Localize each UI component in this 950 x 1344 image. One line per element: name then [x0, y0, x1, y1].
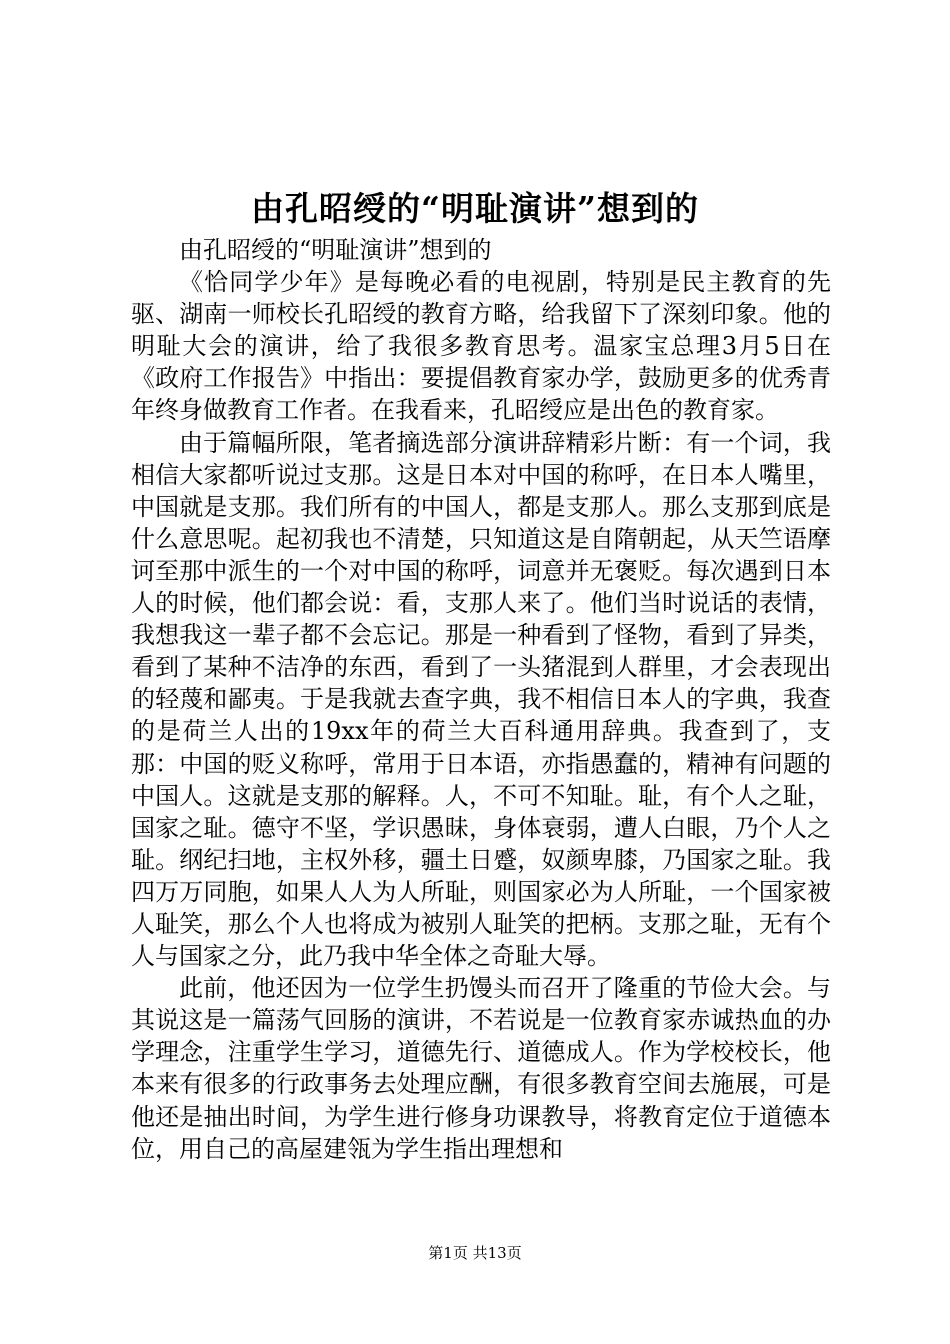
paragraph-speech-excerpt: 由于篇幅所限，笔者摘选部分演讲辞精彩片断：有一个词，我相信大家都听说过支那。这是日本对中国的称呼，在日本人嘴里，中国就是支那。我们所有的中国人，都是支那人。那么支那到底是什么意思呢。起初我也不清楚，只知道这是自隋朝起，从天竺语摩诃至那中派生的一个对中国的称呼，词意并无褒贬。每次遇到日本人的时候，他们都会说：看，支那人来了。他们当时说话的表情，我想我这一辈子都不会忘记。那是一种看到了怪物，看到了异类，看到了某种不洁净的东西，看到了一头猪混到人群里，才会表现出的轻蔑和鄙夷。于是我就去查字典，我不相信日本人的字典，我查的是荷兰人出的19xx年的荷兰大百科通用辞典。我查到了，支那：中国的贬义称呼，常用于日本语，亦指愚蠢的，精神有问题的中国人。这就是支那的解释。人，不可不知耻。耻，有个人之耻，国家之耻。德守不坚，学识愚昧，身体衰弱，遭人白眼，乃个人之耻。纲纪扫地，主权外移，疆土日蹙，奴颜卑膝，乃国家之耻。我四万万同胞，如果人人为人所耻，则国家必为人所耻，一个国家被人耻笑，那么个人也将成为被别人耻笑的把柄。支那之耻，无有个人与国家之分，此乃我中华全体之奇耻大辱。 — [131, 428, 831, 971]
paragraph-subtitle: 由孔昭绶的“明耻演讲”想到的 — [179, 236, 492, 264]
page-number-footer: 第1页 共13页 — [428, 1244, 522, 1262]
paragraph-intro: 《恰同学少年》是每晚必看的电视剧，特别是民主教育的先驱、湖南一师校长孔昭绶的教育方略，给我留下了深刻印象。他的明耻大会的演讲，给了我很多教育思考。温家宝总理3月5日在《政府工作报告》中指出：要提倡教育家办学，鼓励更多的优秀青年终身做教育工作者。在我看来，孔昭绶应是出色的教育家。 — [131, 268, 831, 425]
document-title: 由孔昭绶的“明耻演讲”想到的 — [251, 189, 699, 228]
document-body — [131, 234, 831, 1165]
paragraph-commentary: 此前，他还因为一位学生扔馒头而召开了隆重的节俭大会。与其说这是一篇荡气回肠的演讲，不若说是一位教育家赤诚热血的办学理念，注重学生学习，道德先行、道德成人。作为学校校长，他本来有很多的行政事务去处理应酬，有很多教育空间去施展，可是他还是抽出时间，为学生进行修身功课教导，将教育定位于道德本位，用自己的高屋建瓴为学生指出理想和 — [131, 974, 831, 1163]
